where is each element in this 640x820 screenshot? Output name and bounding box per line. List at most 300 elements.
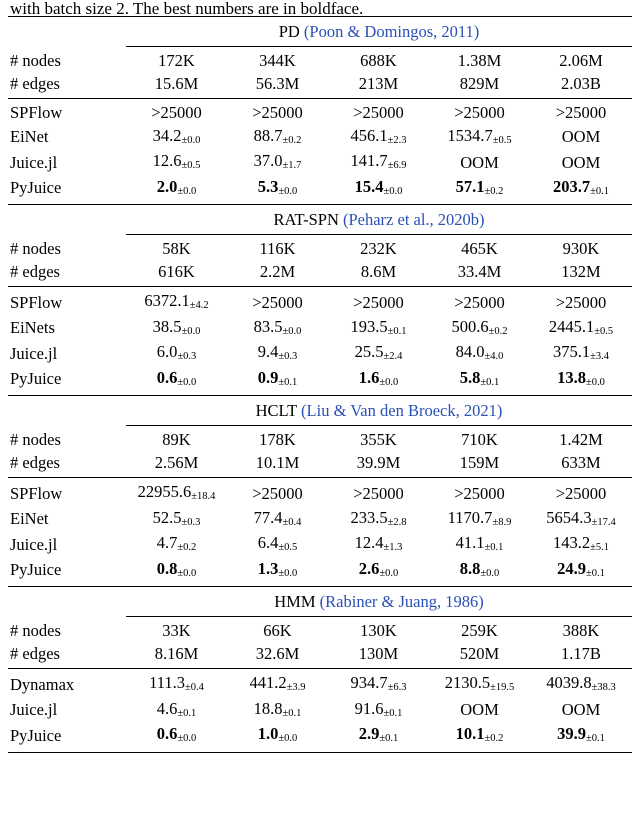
table-bottom-rule xyxy=(8,752,632,753)
method-label: EiNet xyxy=(10,127,49,146)
table-row xyxy=(8,102,632,125)
timing-stddev: ±0.2 xyxy=(484,185,504,197)
table-row xyxy=(8,316,632,342)
timing-stddev: ±0.2 xyxy=(488,325,508,337)
timing-value: 83.5 xyxy=(253,316,283,336)
method-label: PyJuice xyxy=(10,369,62,388)
method-label: EiNet xyxy=(10,509,49,528)
timing-value: 111.3 xyxy=(149,673,185,692)
stats-row xyxy=(8,643,632,666)
method-label: PyJuice xyxy=(10,178,62,197)
timing-cell xyxy=(126,290,227,316)
stats-row-label: # edges xyxy=(10,73,60,93)
timing-cell xyxy=(328,102,429,125)
method-label: EiNets xyxy=(10,318,55,337)
timing-value: 203.7 xyxy=(552,176,591,196)
stats-cell: 132M xyxy=(561,261,601,281)
method-label: SPFlow xyxy=(10,103,63,122)
timing-stddev: ±0.0 xyxy=(181,325,201,337)
stats-cell: 159M xyxy=(459,452,500,472)
timing-cell xyxy=(429,125,530,151)
timing-cell xyxy=(227,176,328,202)
timing-cell xyxy=(530,723,632,749)
group-title xyxy=(126,17,632,47)
group-citation-link[interactable]: (Rabiner & Juang, 1986) xyxy=(319,591,484,611)
timing-stddev: ±0.1 xyxy=(585,567,605,579)
stats-cell: 58K xyxy=(162,239,191,258)
timing-value: 0.9 xyxy=(257,367,279,387)
timing-cell xyxy=(126,558,227,584)
timing-value: 18.8 xyxy=(253,698,283,718)
timing-value: 6.0 xyxy=(156,342,178,361)
timing-value: 456.1 xyxy=(350,125,388,145)
timing-value: 25.5 xyxy=(354,342,384,361)
timing-value: >25000 xyxy=(353,103,404,122)
timing-cell xyxy=(126,176,227,202)
timing-value: 10.1 xyxy=(455,724,485,743)
timing-stddev: ±0.5 xyxy=(492,134,512,146)
timing-stddev: ±17.4 xyxy=(591,516,616,528)
timing-value: >25000 xyxy=(555,103,607,122)
timing-stddev: ±0.1 xyxy=(590,185,609,197)
timing-value: 5.8 xyxy=(459,367,481,387)
timing-cell xyxy=(429,176,530,202)
timing-stddev: ±6.9 xyxy=(387,160,407,171)
stats-cell: 10.1M xyxy=(255,452,300,472)
timing-value: 2.9 xyxy=(358,724,380,743)
stats-row xyxy=(8,50,632,73)
timing-value: 15.4 xyxy=(354,176,384,196)
timing-stddev: ±0.2 xyxy=(177,542,197,553)
timing-cell xyxy=(227,150,328,176)
timing-stddev: ±0.1 xyxy=(480,376,500,388)
stats-cell: 213M xyxy=(358,73,399,93)
group-name: HCLT xyxy=(255,400,302,420)
timing-stddev: ±0.3 xyxy=(181,516,201,528)
timing-stddev: ±0.1 xyxy=(379,733,399,744)
method-label: Juice.jl xyxy=(10,152,58,172)
timing-cell xyxy=(126,341,227,367)
timing-cell xyxy=(328,290,429,316)
timing-value: 141.7 xyxy=(350,151,388,170)
stats-row xyxy=(8,429,632,452)
timing-cell xyxy=(227,290,328,316)
table-row xyxy=(8,481,632,507)
stats-cell: 116K xyxy=(259,239,296,258)
timing-cell xyxy=(530,125,632,151)
timing-value: 143.2 xyxy=(552,533,591,552)
group-title-row xyxy=(8,205,632,235)
timing-stddev: ±4.2 xyxy=(189,300,209,311)
timing-cell xyxy=(530,176,632,202)
timing-stddev: ±0.5 xyxy=(594,325,614,337)
timing-value: 934.7 xyxy=(350,673,388,692)
timing-cell xyxy=(126,507,227,533)
method-label: SPFlow xyxy=(10,292,63,312)
stats-cell: 232K xyxy=(360,239,397,258)
timing-stddev: ±0.0 xyxy=(379,567,399,579)
timing-cell xyxy=(227,125,328,151)
table-row xyxy=(8,558,632,584)
timing-value: >25000 xyxy=(454,483,505,503)
timing-value: OOM xyxy=(460,152,499,172)
timing-value: 13.8 xyxy=(557,367,586,387)
timing-cell xyxy=(429,290,530,316)
timing-cell xyxy=(227,367,328,393)
timing-cell xyxy=(328,341,429,367)
timing-cell xyxy=(530,316,632,342)
timing-cell xyxy=(530,507,632,533)
timing-value: 233.5 xyxy=(350,507,388,527)
table-row xyxy=(8,341,632,367)
stats-row xyxy=(8,620,632,643)
method-label: Dynamax xyxy=(10,674,75,694)
method-label: Juice.jl xyxy=(10,534,58,554)
stats-cell: 2.06M xyxy=(559,51,603,70)
stats-row-label: # edges xyxy=(10,643,60,663)
timing-stddev: ±2.8 xyxy=(387,516,407,528)
group-citation-link[interactable]: (Peharz et al., 2020b) xyxy=(342,209,485,229)
timing-value: >25000 xyxy=(555,292,607,312)
stats-cell: 465K xyxy=(461,239,498,258)
stats-cell: 56.3M xyxy=(255,73,300,93)
stats-cell: 8.6M xyxy=(360,261,397,281)
timing-stddev: ±8.9 xyxy=(492,516,512,528)
timing-cell xyxy=(126,367,227,393)
timing-value: >25000 xyxy=(151,103,202,122)
stats-cell: 130K xyxy=(360,621,397,640)
stats-cell: 2.2M xyxy=(259,261,296,281)
timing-cell xyxy=(227,102,328,125)
timing-cell xyxy=(227,316,328,342)
timing-cell xyxy=(530,150,632,176)
timing-value: 500.6 xyxy=(451,316,489,336)
timing-cell xyxy=(126,672,227,698)
timing-value: 0.6 xyxy=(156,724,178,743)
timing-cell xyxy=(328,150,429,176)
timing-stddev: ±3.4 xyxy=(590,351,609,362)
timing-stddev: ±38.3 xyxy=(591,682,616,693)
group-citation-link[interactable]: (Poon & Domingos, 2011) xyxy=(303,21,480,41)
timing-value: OOM xyxy=(561,127,601,146)
timing-value: 77.4 xyxy=(253,507,283,527)
timing-stddev: ±0.0 xyxy=(379,376,399,388)
timing-value: 193.5 xyxy=(350,316,388,336)
stats-cell: 388K xyxy=(562,621,600,640)
timing-value: 4.6 xyxy=(156,698,178,718)
timing-value: 4039.8 xyxy=(546,673,592,692)
stats-row-label: # edges xyxy=(10,452,60,472)
stats-cell: 32.6M xyxy=(255,643,300,663)
stats-cell: 1.42M xyxy=(559,430,603,449)
timing-stddev: ±0.0 xyxy=(282,325,302,337)
timing-value: 9.4 xyxy=(257,342,279,361)
timing-value: 38.5 xyxy=(152,316,182,336)
timing-cell xyxy=(328,507,429,533)
timing-cell xyxy=(126,723,227,749)
stats-cell: 259K xyxy=(461,621,498,640)
timing-value: 4.7 xyxy=(156,533,178,552)
timing-cell xyxy=(530,532,632,558)
group-title-row xyxy=(8,396,632,426)
table-row xyxy=(8,723,632,749)
group-title-gutter xyxy=(8,205,126,235)
timing-cell xyxy=(328,367,429,393)
stats-cell: 39.9M xyxy=(356,452,401,472)
timing-cell xyxy=(429,102,530,125)
timing-stddev: ±0.4 xyxy=(282,516,302,528)
timing-value: 24.9 xyxy=(557,558,586,578)
stats-cell: 130M xyxy=(358,643,399,663)
timing-cell xyxy=(530,698,632,724)
stats-cell: 930K xyxy=(562,239,600,258)
timing-stddev: ±0.1 xyxy=(278,376,298,388)
timing-value: 6.4 xyxy=(257,533,279,552)
timing-value: 6372.1 xyxy=(144,291,190,310)
table-row xyxy=(8,176,632,202)
caption-text-clipped: with batch size 2. The best numbers are in boldface. xyxy=(10,0,364,14)
group-title xyxy=(126,205,632,235)
stats-row-label: # edges xyxy=(10,261,60,281)
timing-stddev: ±0.2 xyxy=(484,733,504,744)
timing-stddev: ±2.4 xyxy=(383,351,403,362)
timing-stddev: ±0.4 xyxy=(185,682,204,693)
table-row xyxy=(8,150,632,176)
timing-stddev: ±0.2 xyxy=(282,134,302,146)
timing-value: OOM xyxy=(561,152,601,172)
method-label: PyJuice xyxy=(10,560,62,579)
method-label: PyJuice xyxy=(10,725,62,745)
timing-stddev: ±1.3 xyxy=(383,542,403,553)
timing-value: 2130.5 xyxy=(444,673,491,692)
table-row xyxy=(8,672,632,698)
timing-value: 2.6 xyxy=(358,558,380,578)
group-title-row xyxy=(8,17,632,47)
timing-value: 12.6 xyxy=(152,151,182,170)
timing-cell xyxy=(530,102,632,125)
timing-stddev: ±0.5 xyxy=(181,160,201,171)
timing-value: 1170.7 xyxy=(447,507,493,527)
stats-cell: 688K xyxy=(360,51,397,70)
timing-cell xyxy=(328,723,429,749)
timing-cell xyxy=(328,672,429,698)
timing-value: 34.2 xyxy=(152,125,182,145)
timing-cell xyxy=(227,723,328,749)
timing-cell xyxy=(429,698,530,724)
group-name: HMM xyxy=(274,591,320,611)
stats-row-label: # nodes xyxy=(10,51,61,70)
timing-cell xyxy=(328,532,429,558)
timing-value: 22955.6 xyxy=(137,482,192,501)
stats-cell: 355K xyxy=(360,430,397,449)
timing-value: 57.1 xyxy=(455,176,485,196)
stats-cell: 89K xyxy=(162,430,191,449)
timing-cell xyxy=(429,367,530,393)
stats-row-label: # nodes xyxy=(10,239,61,258)
stats-cell: 33K xyxy=(162,621,191,640)
timing-stddev: ±0.0 xyxy=(383,185,403,197)
method-label: Juice.jl xyxy=(10,343,58,363)
timing-value: 2445.1 xyxy=(548,316,595,336)
timing-value: >25000 xyxy=(454,103,505,122)
table-row xyxy=(8,507,632,533)
timing-stddev: ±0.5 xyxy=(278,542,298,553)
timing-cell xyxy=(328,698,429,724)
table-row xyxy=(8,125,632,151)
timing-cell xyxy=(328,558,429,584)
timing-stddev: ±6.3 xyxy=(387,682,407,693)
table-row xyxy=(8,698,632,724)
timing-cell xyxy=(530,367,632,393)
timing-stddev: ±0.0 xyxy=(177,185,197,197)
timing-cell xyxy=(227,507,328,533)
timing-value: OOM xyxy=(460,700,499,719)
timing-value: 375.1 xyxy=(552,342,591,361)
timing-stddev: ±19.5 xyxy=(490,682,515,693)
timing-value: 12.4 xyxy=(354,533,384,552)
timing-stddev: ±1.7 xyxy=(282,160,302,171)
timing-value: 1.6 xyxy=(358,367,380,387)
timing-stddev: ±0.0 xyxy=(177,567,197,579)
timing-value: 441.2 xyxy=(249,673,287,692)
timing-cell xyxy=(429,481,530,507)
timing-stddev: ±0.1 xyxy=(585,733,605,744)
stats-cell: 15.6M xyxy=(154,73,199,93)
timing-stddev: ±4.0 xyxy=(484,351,504,362)
stats-cell: 829M xyxy=(459,73,500,93)
timing-value: 1.3 xyxy=(257,558,279,578)
stats-row-label: # nodes xyxy=(10,430,61,449)
timing-stddev: ±0.1 xyxy=(484,542,504,553)
stats-cell: 616K xyxy=(158,261,195,281)
timing-cell xyxy=(227,672,328,698)
timing-stddev: ±0.1 xyxy=(177,707,197,719)
timing-value: >25000 xyxy=(454,292,505,312)
timing-cell xyxy=(227,558,328,584)
timing-cell xyxy=(530,481,632,507)
timing-stddev: ±2.3 xyxy=(387,134,407,146)
timing-stddev: ±0.1 xyxy=(282,707,302,719)
timing-stddev: ±0.3 xyxy=(278,351,298,362)
stats-row xyxy=(8,452,632,475)
stats-cell: 633M xyxy=(561,452,601,472)
timing-value: 8.8 xyxy=(459,558,481,578)
stats-row xyxy=(8,73,632,96)
table-row xyxy=(8,290,632,316)
stats-cell: 178K xyxy=(259,430,296,449)
timing-value: 2.0 xyxy=(156,176,178,196)
timing-stddev: ±0.0 xyxy=(278,733,298,744)
timing-value: >25000 xyxy=(555,483,607,503)
timing-stddev: ±0.0 xyxy=(177,376,197,388)
timing-stddev: ±3.9 xyxy=(286,682,306,693)
timing-value: 39.9 xyxy=(557,724,586,743)
timing-cell xyxy=(530,558,632,584)
timing-cell xyxy=(429,672,530,698)
method-label: SPFlow xyxy=(10,483,63,503)
timing-cell xyxy=(227,341,328,367)
timing-cell xyxy=(126,125,227,151)
stats-cell: 344K xyxy=(259,51,296,70)
timing-stddev: ±0.1 xyxy=(387,325,407,337)
timing-stddev: ±5.1 xyxy=(590,542,609,553)
stats-row-label: # nodes xyxy=(10,621,61,640)
stats-cell: 66K xyxy=(263,621,292,640)
timing-value: >25000 xyxy=(252,292,303,312)
timing-cell xyxy=(429,507,530,533)
timing-value: 1.0 xyxy=(257,724,279,743)
timing-stddev: ±18.4 xyxy=(191,491,216,502)
timing-cell xyxy=(227,481,328,507)
timing-cell xyxy=(126,102,227,125)
timing-value: 5.3 xyxy=(257,176,279,196)
table-row xyxy=(8,367,632,393)
group-title xyxy=(126,396,632,426)
timing-cell xyxy=(126,698,227,724)
timing-cell xyxy=(328,176,429,202)
timing-value: >25000 xyxy=(353,483,404,503)
timing-stddev: ±0.0 xyxy=(480,567,500,579)
timing-stddev: ±0.1 xyxy=(383,707,403,719)
stats-cell: 33.4M xyxy=(457,261,502,281)
timing-cell xyxy=(429,316,530,342)
timing-cell xyxy=(126,150,227,176)
timing-cell xyxy=(227,698,328,724)
benchmark-table xyxy=(8,16,632,753)
timing-cell xyxy=(126,481,227,507)
timing-stddev: ±0.0 xyxy=(278,567,298,579)
timing-cell xyxy=(530,341,632,367)
timing-stddev: ±0.0 xyxy=(278,185,298,197)
timing-value: 0.6 xyxy=(156,367,178,387)
timing-value: 88.7 xyxy=(253,125,283,145)
timing-value: 84.0 xyxy=(455,342,485,361)
timing-cell xyxy=(429,341,530,367)
timing-value: 41.1 xyxy=(455,533,485,552)
stats-cell: 1.17B xyxy=(561,643,601,663)
timing-value: 91.6 xyxy=(354,698,384,718)
stats-cell: 2.56M xyxy=(154,452,199,472)
timing-value: OOM xyxy=(561,700,601,719)
group-name: PD xyxy=(278,21,304,41)
timing-value: 0.8 xyxy=(156,558,178,578)
timing-stddev: ±0.0 xyxy=(585,376,605,388)
timing-cell xyxy=(429,532,530,558)
timing-cell xyxy=(429,558,530,584)
stats-cell: 520M xyxy=(459,643,500,663)
timing-cell xyxy=(328,125,429,151)
timing-cell xyxy=(429,723,530,749)
timing-cell xyxy=(530,290,632,316)
group-title-gutter xyxy=(8,17,126,47)
group-citation-link[interactable]: (Liu & Van den Broeck, 2021) xyxy=(301,400,503,420)
stats-cell: 172K xyxy=(158,51,195,70)
stats-cell: 2.03B xyxy=(561,73,601,93)
group-title xyxy=(126,587,632,617)
group-title-gutter xyxy=(8,587,126,617)
timing-stddev: ±0.0 xyxy=(181,134,201,146)
group-title-row xyxy=(8,587,632,617)
timing-cell xyxy=(126,316,227,342)
timing-cell xyxy=(429,150,530,176)
timing-value: >25000 xyxy=(252,103,303,122)
timing-cell xyxy=(227,532,328,558)
stats-row xyxy=(8,238,632,261)
timing-value: 37.0 xyxy=(253,151,283,170)
stats-row xyxy=(8,261,632,284)
timing-value: 52.5 xyxy=(152,507,182,527)
timing-stddev: ±0.0 xyxy=(177,733,197,744)
